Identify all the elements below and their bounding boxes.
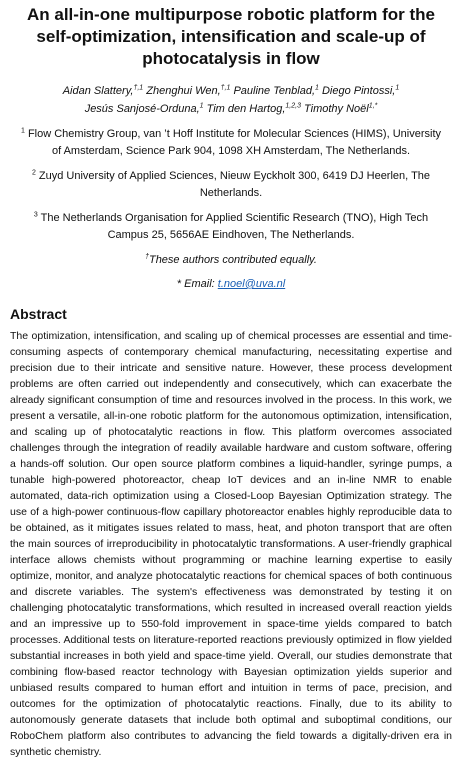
author-affiliation-marker: 1 bbox=[315, 84, 319, 92]
abstract-text: The optimization, intensification, and scaling up of chemical processes are essential and time-consuming aspects of contemporary chemical manufacturing, necessitating expertise and precision due to their intricate and sensitive nature. However, these process development problems are often carried out independently and consecutively, which can exacerbate the already significant consumption of time and resources involved in the process. In this work, we present a versatile, all-in-one robotic platform for the autonomous optimization, intensification, and scaling up of photocatalytic reactions in flow. This platform overcomes associated challenges through the integration of readily available hardware and custom software, offering a hands-off solution. Our open source platform combines a liquid-handler, syringe pumps, a tunable high-powered photoreactor, cheap IoT devices and an in-line NMR to enable automated, data-rich optimization using a Closed-Loop Bayesian Optimization strategy. The use of a high-power continuous-flow capillary photoreactor enables highly reproducible data to be obtained, as it mitigates issues related to mass, heat, and photon transport that are often the main sources of irreproducibility in photocatalytic transformations. A user-friendly graphical interface allows chemists without programming or machine learning expertise to easily optimize, monitor, and analyze photocatalytic reactions for chemical spaces of both continuous and discrete variables. The system's effectiveness was demonstrated by testing it on challenging photocatalytic transformations, which resulted in increased overall reaction yields and an impressive up to 550-fold improvement in space-time yields compared to batch processes. Additional tests on literature-reported reactions previously optimized in flow yielded substantial increases in both yield and space-time yield. Overall, our studies demonstrate that combining flow-based reactor technology with Bayesian optimization yields superior and unbiased results compared to human effort and intuition in terms of pace, precision, and outcomes for the optimization of photocatalytic reactions. Finally, due to its ability to autonomously generate datasets that include both optimal and suboptimal conditions, our RoboChem platform also contributes to advancing the field towards a digitally-driven era in synthetic chemistry. bbox=[10, 330, 452, 758]
affiliation-number: 3 bbox=[33, 211, 38, 219]
author-name: Timothy Noël bbox=[304, 103, 369, 115]
author-list bbox=[10, 82, 452, 118]
author-name: Diego Pintossi, bbox=[321, 85, 396, 97]
author-line-1 bbox=[10, 82, 452, 100]
email-link[interactable]: t.noel@uva.nl bbox=[217, 278, 286, 290]
abstract-heading: Abstract bbox=[10, 306, 67, 322]
author-affiliation-marker: †,1 bbox=[220, 84, 231, 92]
equal-contribution-note bbox=[10, 252, 452, 268]
paper-page bbox=[0, 4, 462, 758]
author-name: Aidan Slattery, bbox=[62, 85, 134, 97]
author-affiliation-marker: 1 bbox=[395, 84, 400, 92]
author-affiliation-marker: †,1 bbox=[133, 84, 144, 92]
dagger-marker: † bbox=[145, 253, 149, 261]
author-affiliation-marker: 1 bbox=[199, 102, 204, 110]
equal-contribution-text: These authors contributed equally. bbox=[148, 254, 317, 266]
affiliation-number: 1 bbox=[21, 127, 25, 135]
affiliation-text: The Netherlands Organisation for Applied Scientific Research (TNO), High Tech Campus 25, 5656AE Eindhoven, The Netherlands. bbox=[37, 212, 429, 241]
author-line-2 bbox=[10, 100, 452, 118]
affiliation-1 bbox=[10, 126, 452, 160]
author-name: Pauline Tenblad, bbox=[233, 85, 316, 97]
affiliation-3 bbox=[10, 210, 452, 244]
corresponding-email bbox=[10, 276, 452, 292]
email-prefix: * Email: bbox=[176, 278, 218, 290]
author-affiliation-marker: 1,2,3 bbox=[285, 102, 301, 110]
affiliation-number: 2 bbox=[31, 169, 36, 177]
author-name: Jesús Sanjosé-Orduna, bbox=[84, 103, 200, 115]
paper-title: An all-in-one multipurpose robotic platform for the self-optimization, intensification and scale-up of photocatalysis in flow bbox=[27, 5, 435, 68]
author-name: Tim den Hartog, bbox=[206, 103, 286, 115]
author-name: Zhenghui Wen, bbox=[146, 85, 221, 97]
author-affiliation-marker: 1,* bbox=[368, 102, 378, 110]
affiliation-2 bbox=[10, 168, 452, 202]
affiliation-text: Zuyd University of Applied Sciences, Nieuw Eyckholt 300, 6419 DJ Heerlen, The Netherlands. bbox=[35, 170, 431, 199]
affiliation-text: Flow Chemistry Group, van ’t Hoff Institute for Molecular Sciences (HIMS), University of Amsterdam, Science Park 904, 1098 XH Amsterdam, The Netherlands. bbox=[24, 128, 441, 157]
